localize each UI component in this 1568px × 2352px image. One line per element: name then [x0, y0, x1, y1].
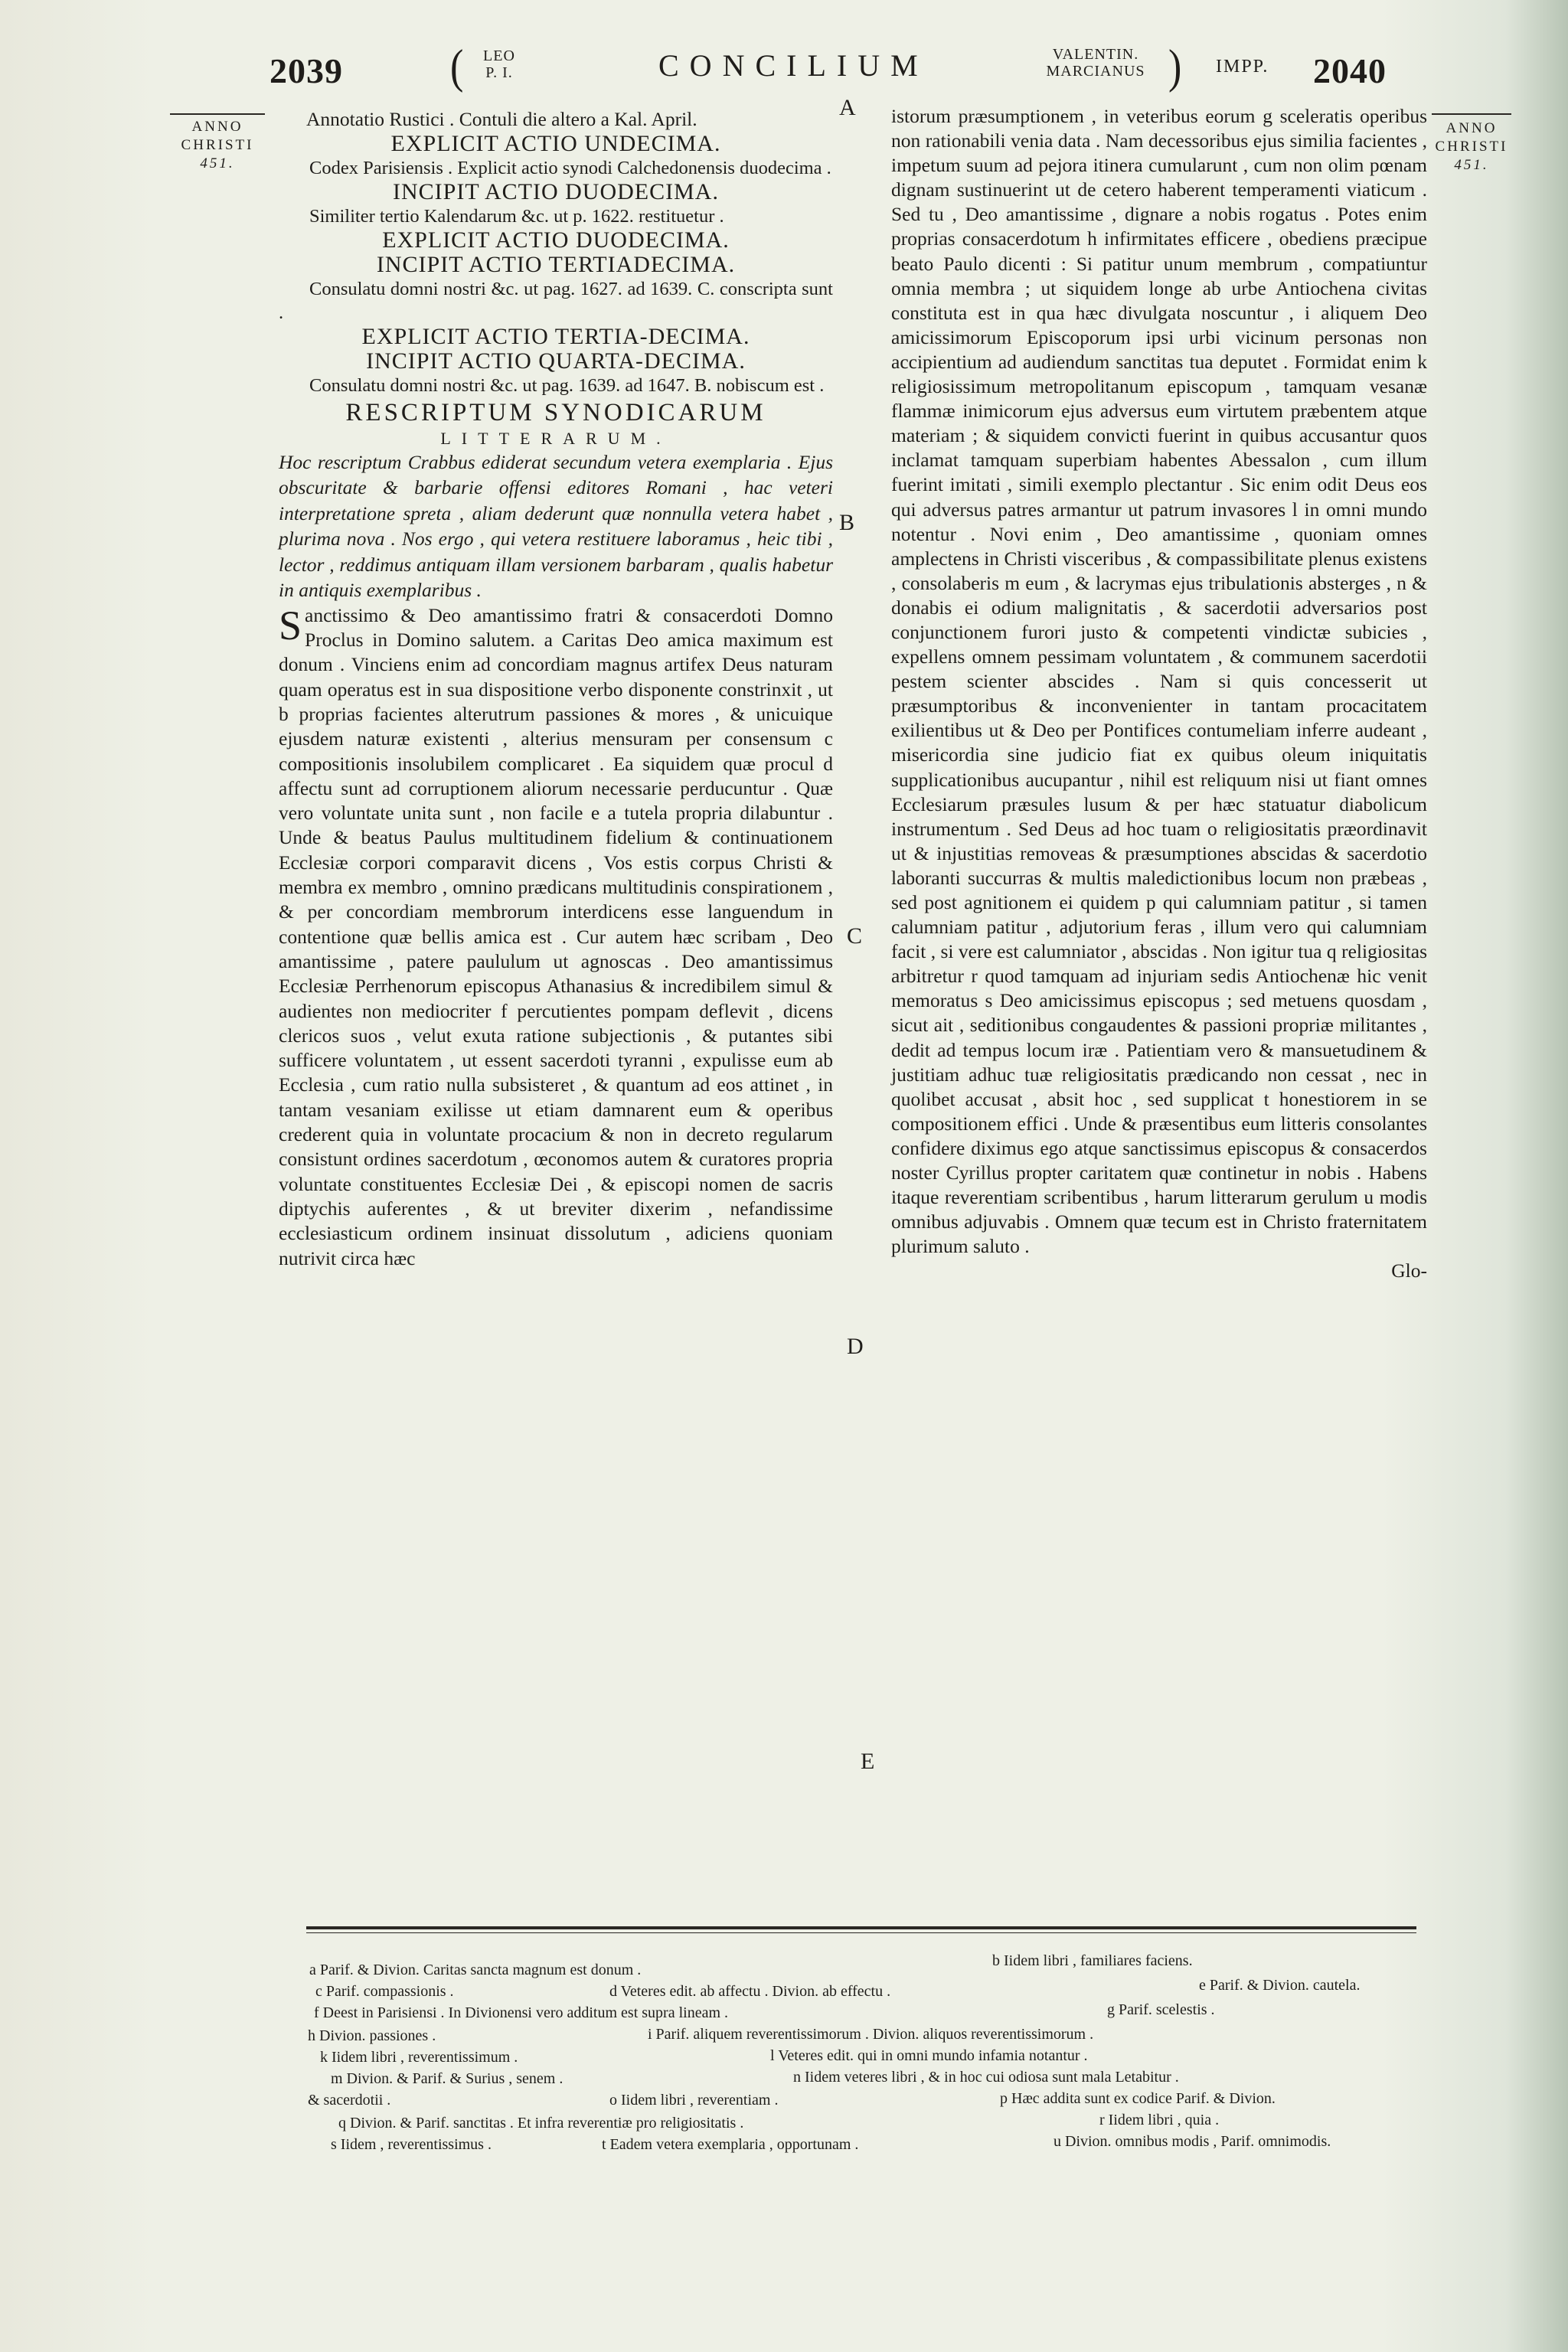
bracket-right: )	[1168, 41, 1182, 93]
footnotes	[303, 1952, 1452, 2289]
heading-incipit-tertiadecima: INCIPIT ACTIO TERTIADECIMA.	[376, 251, 736, 277]
similiter-note: Similiter tertio Kalendarum &c. ut p. 1622. restituetur .	[309, 205, 724, 227]
emperor-valentinian: VALENTIN.	[1052, 46, 1139, 63]
pope-label	[469, 47, 530, 81]
anno-christi-right: ANNO CHRISTI 451.	[1435, 120, 1508, 173]
footnote: s Iidem , reverentissimus .	[331, 2136, 492, 2153]
anno-christi-left: ANNO CHRISTI 451.	[181, 119, 254, 172]
page-number-left: 2039	[270, 51, 343, 90]
heading-explicit-undecima: EXPLICIT ACTIO UNDECIMA.	[390, 130, 721, 156]
left-column	[279, 107, 833, 1271]
footnote: a Parif. & Divion. Caritas sancta magnum est donum .	[309, 1962, 642, 1978]
footnote: r Iidem libri , quia .	[1099, 2112, 1220, 2128]
heading-explicit-tertia-decima: EXPLICIT ACTIO TERTIA-DECIMA.	[361, 323, 750, 349]
footnote: n Iidem veteres libri , & in hoc cui odiosa sunt mala Letabitur .	[793, 2069, 1179, 2086]
heading-explicit-duodecima: EXPLICIT ACTIO DUODECIMA.	[382, 227, 730, 253]
letter-text-left: Sanctissimo & Deo amantissimo fratri & consacerdoti Domno Proclus in Domino salutem. a Caritas Deo amica maximum est donum . Vinciens enim ad concordiam magnus artifex Deus naturam quam operatus est in sua dispositione verbo disponente constrinxit , ut b proprias facientes alterutrum passiones & mores , & unicuique ejusdem naturæ existenti , alterius mensuram per consensum c compositionis insolubilem complicaret . Ea siquidem quæ procul d affectu sunt ad corruptionem aliorum necessarie perducuntur . Quæ vero voluntate unita sunt , non facile e a tutela propria dilabuntur . Unde & beatus Paulus multitudinem fidelium & continuationem Ecclesiæ corpori comparavit dicens , Vos estis corpus Christi & membra ex membro , omnino prædicans multitudinis conspirationem , & per concordiam membrorum interdicens esse languendum in contentione quæ bellis amica est . Cur autem hæc scribam , Deo amantissime , patere paululum ut agnoscas . Deo amantissimus Ecclesiæ Perrhenorum episcopus Athanasius & incredibilem simul & audientes non mediocriter f percutientes pompam deflevit , dicens clericos suos , velut exuta ratione subjectionis , & putantes sibi sufficere voluntatem , ut essent sacerdoti tyranni , expulisse eum ab Ecclesia , cum ratio nulla subsisteret , & quantum ad eos attinet , in tantam vesaniam exilisse ut etiam damnarent eum & operibus crederent quia in voluntate procacium & non in decreto regularum consistunt ordines sacerdotum , œconomos autem & curatores propria voluntate constituentes Ecclesiæ Dei , & episcopi nomen de sacris diptychis auferentes , & ut breviter dixerim , nefandissime ecclesiasticum ordinem insinuat dissolutum , adiciens quoniam nutrivit circa hæc	[279, 602, 833, 1269]
footnote: l Veteres edit. qui in omni mundo infamia notantur .	[770, 2047, 1088, 2064]
footnote: o Iidem libri , reverentiam .	[609, 2092, 779, 2109]
footnote: k Iidem libri , reverentissimum .	[320, 2049, 518, 2066]
emperors-label	[1038, 46, 1153, 80]
codex-parisiensis-note: Codex Parisiensis . Explicit actio synodi Calchedonensis duodecima .	[309, 157, 831, 178]
footnote: u Divion. omnibus modis , Parif. omnimodis.	[1054, 2133, 1331, 2150]
anno-rule-left	[170, 113, 265, 115]
annotatio-rustici: Annotatio Rustici . Contuli die altero a Kal. April.	[306, 108, 697, 130]
consulatu-note-1: Consulatu domni nostri &c. ut pag. 1627. ad 1639. C. conscripta sunt .	[279, 278, 833, 323]
footnote: p Hæc addita sunt ex codice Parif. & Divion.	[1000, 2090, 1276, 2107]
footnote: b Iidem libri , familiares faciens.	[992, 1952, 1193, 1969]
heading-incipit-quarta-decima: INCIPIT ACTIO QUARTA-DECIMA.	[366, 348, 746, 374]
pope-name: LEO	[483, 47, 515, 64]
footnote: h Divion. passiones .	[308, 2027, 436, 2044]
emperor-marcian: MARCIANUS	[1046, 63, 1145, 80]
footnote: c Parif. compassionis .	[315, 1983, 454, 2000]
footnote-rule-thin	[306, 1932, 1416, 1933]
section-marker-d: D	[847, 1334, 864, 1359]
footnote: t Eadem vetera exemplaria , opportunam .	[602, 2136, 859, 2153]
right-column	[891, 104, 1427, 1283]
letter-text-right: istorum præsumptionem , in veteribus eorum g sceleratis operibus non rationabili venia data . Nam decessoribus ejus similia facientes , impetum suum ad pejora itinera cumularunt , cum non olim pœnam dignam sustinuerint ut de cetero haberent temperamenti viaticum . Sed tu , Deo amantissime , dignare a nobis rogatus . Potes enim proprias consacerdotum h infirmitates efficere , obediens præcipue beato Paulo dicenti : Si patitur unum membrum , compatiuntur omnia membra ; ut siquidem longe ab urbe Antiochena civitas constituta est in qua hæc divulgata noscuntur , i aliquem Deo amicissimorum Episcoporum ipsi urbi vicinum personas non accipientium ad audiendum sanctitas tua deputet . Formidat enim k religiosissimum metropolitanum episcopum , tamquam vesanæ flammæ inimicorum ejus adversus eum virtutem præbentem atque materiam ; & siquidem convicti fuerint in quibus accusantur quos inclamat tamquam superbiam habentes Abessalon , cum illum fuerint imitati , simili exemplo plectantur . Sic enim odit Deus eos qui adversus patres armantur ut patrum invasores l in omni mundo notentur . Novi enim , Deo amantissime , quoniam omnes amplectens in Christi visceribus , & compassibilitate plenus existens , consolaberis m eum , & lacrymas ejus tribulationis absterges , n & donabis ei odium malignitatis , & sacerdotii adversarios post conjunctionem furori justo & competenti vindictæ subicies , expellens omnem pessimam voluntatem , & communem sacerdotii pestem scienter abscides . Nam si quis concesserit ut præsumptoribus & inconvenienter in tantam procacitatem exilientibus ut & Deo per Pontifices contumeliam inferre audeant , misericordia sine judicio fiat ex quibus oleum iniquitatis supplicationibus aucupantur , nihil est reliquum nisi ut fiant omnes Ecclesiarum præsules lusum & per hæc statuatur diabolicum instrumentum . Sed Deus ad hoc tuam o religiositatis præordinavit ut & injustitias removeas & præsumptiones abscidas & sacerdotio laboranti succurras & multis maledictionibus locum non præbeas , sed post agnitionem ei quidem p qui calumniam patitur , si tamen calumniam patitur , adjutorium feras , illum vero qui calumniam facit , si vere est calumniator , abscidas . Non igitur tua q religiositas arbitretur r quod tamquam ad injuriam sedis Antiochenæ hic venit memoratus s Deo amicissimus episcopus ; sed metuens quosdam , sicut ait , seditionibus congaudentes & passioni propriæ militantes , dedit ad tempus locum iræ . Patientiam vero & mansuetudinem & justitiam adhuc tuæ religiositatis prædicando non cessat , nec in quolibet accusat , absit hoc , sed supplicat t honestiorem in se compositionem effici . Unde & præsentibus eum litteris consolantes confidere diximus ego atque sanctissimus episcopus & consacerdos noster Cyrillus propter caritatem quæ continetur in nobis . Habens itaque reverentiam scribentibus , harum litterarum gerulum u modis omnibus adjuvabis . Omnem quæ tecum est in Christo fraternitatem plurimum saluto .	[891, 105, 1427, 1258]
running-title: CONCILIUM	[658, 48, 929, 83]
catchword: Glo-	[1391, 1259, 1427, 1282]
rescript-title: RESCRIPTUM SYNODICARUM	[345, 398, 766, 426]
consulatu-note-2: Consulatu domni nostri &c. ut pag. 1639. ad 1647. B. nobiscum est .	[309, 374, 825, 396]
pope-number: P. I.	[485, 64, 513, 81]
section-marker-b: B	[839, 510, 855, 535]
bracket-left: (	[450, 41, 464, 93]
footnote: m Divion. & Parif. & Surius , senem .	[331, 2070, 564, 2087]
footnote: e Parif. & Divion. cautela.	[1199, 1977, 1361, 1994]
section-marker-c: C	[847, 923, 863, 949]
editorial-introduction: Hoc rescriptum Crabbus ediderat secundum vetera exemplaria . Ejus obscuritate & barbarie offensi editores Romani , hac veteri interpretatione spreta , aliam dederunt quæ nonnulla vetera habet , plurima nova . Nos ergo , qui vetera restituere laboramus , heic tibi , lector , reddimus antiquam illam versionem barbaram , qualis habetur in antiquis exemplaribus .	[279, 450, 833, 602]
footnote: q Divion. & Parif. sanctitas . Et infra reverentiæ pro religiositatis .	[338, 2115, 744, 2132]
footnote: f Deest in Parisiensi . In Divionensi vero additum est supra lineam .	[314, 2004, 729, 2021]
page-number-right: 2040	[1313, 51, 1387, 90]
anno-rule-right	[1432, 113, 1511, 115]
heading-incipit-duodecima: INCIPIT ACTIO DUODECIMA.	[393, 178, 719, 204]
footnote: g Parif. scelestis .	[1107, 2001, 1215, 2018]
footnote: & sacerdotii .	[308, 2092, 391, 2109]
section-marker-e: E	[861, 1749, 875, 1774]
footnote-rule	[306, 1926, 1416, 1929]
section-marker-a: A	[839, 95, 856, 120]
rescript-subtitle: LITTERARUM.	[440, 428, 671, 448]
footnote: i Parif. aliquem reverentissimorum . Divion. aliquos reverentissimorum .	[648, 2026, 1094, 2043]
footnote: d Veteres edit. ab affectu . Divion. ab effectu .	[609, 1983, 891, 2000]
imperial-label: IMPP.	[1216, 57, 1269, 77]
